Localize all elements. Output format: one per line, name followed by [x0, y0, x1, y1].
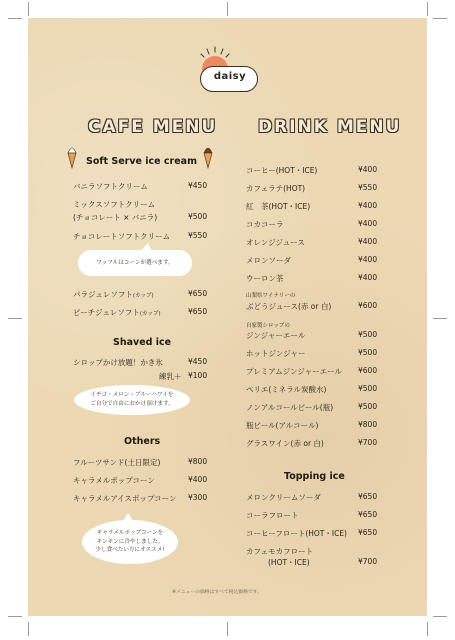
menu-item-price: ¥400 [358, 219, 378, 228]
bubble-tail-icon [140, 243, 152, 252]
item-name: ピーチジュレソフト [73, 308, 140, 317]
menu-item-name: プレミアムジンジャーエール [246, 367, 342, 376]
crop-mark [28, 622, 29, 636]
menu-item-price: ¥500 [358, 402, 378, 411]
bubble-text: キャラメルポップコーンを [96, 530, 164, 537]
menu-item-price: ¥700 [358, 438, 378, 447]
menu-item-price: ¥550 [358, 183, 378, 192]
bubble-text: ご自分で自由におかけ頂けます。 [90, 401, 174, 407]
menu-item-price: ¥300 [188, 493, 208, 502]
menu-item-price: ¥400 [358, 255, 378, 264]
cafe-menu-title: CAFE MENU [88, 117, 218, 137]
menu-item-name: キャラメルポップコーン [73, 476, 155, 485]
crop-mark [227, 622, 228, 636]
tax-footnote: ※メニューの価格はすべて税込価格です。 [172, 590, 262, 595]
bubble-text: イチゴ・メロン・ブルーハワイを [90, 392, 174, 399]
menu-item-name: フルーツサンド(土日限定) [73, 458, 161, 467]
menu-item-price: ¥650 [358, 492, 378, 501]
menu-item-note: 山梨県ワイナリーの [246, 293, 296, 299]
addon-price: ¥100 [188, 371, 208, 380]
bubble-tail-icon [122, 513, 134, 522]
crop-mark [8, 318, 22, 319]
menu-item-price: ¥600 [358, 301, 378, 310]
menu-item-price: ¥650 [188, 307, 208, 316]
menu-item-name: 瓶ビール(アルコール) [246, 421, 319, 430]
waffle-note-bubble [78, 250, 192, 276]
menu-item-name: キャラメルアイスポップコーン [73, 494, 177, 503]
menu-item-price: ¥400 [358, 201, 378, 210]
menu-item-price: ¥450 [188, 357, 208, 366]
item-name: パラジュレソフト [73, 290, 133, 299]
menu-item-price: ¥600 [358, 366, 378, 375]
menu-item-price: ¥400 [358, 165, 378, 174]
menu-item-name: メロンソーダ [246, 256, 291, 265]
menu-item-name: ぶどうジュース(赤 or 白) [246, 302, 332, 311]
menu-item-name: カフェラテ(HOT) [246, 184, 306, 193]
menu-item-name: グラスワイン(赤 or 白) [246, 439, 324, 448]
menu-item-price: ¥450 [188, 181, 208, 190]
crop-mark [227, 2, 228, 16]
shaved-ice-heading: Shaved ice [113, 337, 172, 348]
menu-item-name: コーヒーフロート(HOT・ICE) [246, 529, 347, 538]
topping-ice-heading: Topping ice [284, 471, 345, 482]
menu-item-name: オレンジジュース [246, 238, 305, 247]
soft-serve-heading: Soft Serve ice cream [86, 156, 197, 167]
crop-mark [28, 2, 29, 16]
bubble-text: 少し食べたい方にオススメ! [95, 547, 165, 554]
menu-item-name: 紅 茶(HOT・ICE) [246, 202, 311, 211]
menu-item-name: メロンクリームソーダ [246, 493, 321, 502]
crop-mark [427, 622, 428, 636]
popcorn-note-bubble [82, 520, 178, 564]
menu-item-name: コカコーラ [246, 220, 284, 229]
menu-item-price: ¥400 [188, 475, 208, 484]
menu-item-price: ¥500 [358, 330, 378, 339]
menu-item-price: ¥650 [358, 528, 378, 537]
chocolate-cone-icon [202, 143, 214, 169]
menu-item-price: ¥500 [358, 348, 378, 357]
menu-item-price: ¥700 [358, 557, 378, 566]
logo-wordmark: daisy [213, 71, 247, 82]
menu-item-price: ¥650 [358, 510, 378, 519]
crop-mark [433, 18, 447, 19]
menu-item-name [73, 307, 161, 318]
bubble-text: ワッフルはコーンが選べます。 [96, 259, 174, 266]
crop-mark [8, 616, 22, 617]
others-heading: Others [124, 436, 161, 447]
menu-item-name: チョコレートソフトクリーム [73, 232, 171, 241]
menu-item-name: ペリエ(ミネラル炭酸水) [246, 385, 327, 394]
ice-cream-cone-icon [66, 143, 78, 169]
menu-item-price: ¥500 [188, 212, 208, 221]
addon-name: 練乳＋ [159, 372, 182, 381]
menu-item-name: ジンジャーエール [246, 331, 306, 340]
syrup-note-bubble [74, 385, 190, 415]
crop-mark [8, 18, 22, 19]
menu-item-name: ウーロン茶 [246, 274, 284, 283]
menu-item-name: カフェモカフロート [246, 547, 314, 556]
menu-item-price: ¥650 [188, 289, 208, 298]
menu-item-name-sub: (チョコレート × バニラ) [73, 213, 158, 222]
menu-item-price: ¥800 [188, 457, 208, 466]
menu-item-note: 自家製シロップの [246, 323, 290, 329]
menu-item-name [73, 289, 154, 300]
bubble-text: キンキンに冷やしました。 [96, 538, 164, 545]
menu-item-price: ¥400 [358, 237, 378, 246]
menu-item-name: ミックスソフトクリーム [73, 200, 156, 209]
item-note: (カップ) [132, 293, 154, 299]
menu-item-price: ¥550 [188, 231, 208, 240]
crop-mark [433, 616, 447, 617]
daisy-logo [198, 44, 262, 96]
menu-item-name: シロップかけ放題！かき氷 [73, 358, 163, 367]
menu-item-price: ¥400 [358, 273, 378, 282]
crop-mark [433, 318, 447, 319]
menu-item-name: コーヒー(HOT・ICE) [246, 166, 318, 175]
menu-item-name: バニラソフトクリーム [73, 182, 148, 191]
item-note: (カップ) [139, 311, 161, 317]
menu-item-name: コーラフロート [246, 511, 299, 520]
menu-item-price: ¥800 [358, 420, 378, 429]
crop-mark [427, 2, 428, 16]
menu-item-name-sub: (HOT・ICE) [268, 558, 310, 567]
menu-item-price: ¥500 [358, 384, 378, 393]
menu-item-name: ノンアルコールビール(瓶) [246, 403, 334, 412]
menu-item-name: ホットジンジャー [246, 349, 306, 358]
drink-menu-title: DRINK MENU [258, 117, 402, 137]
